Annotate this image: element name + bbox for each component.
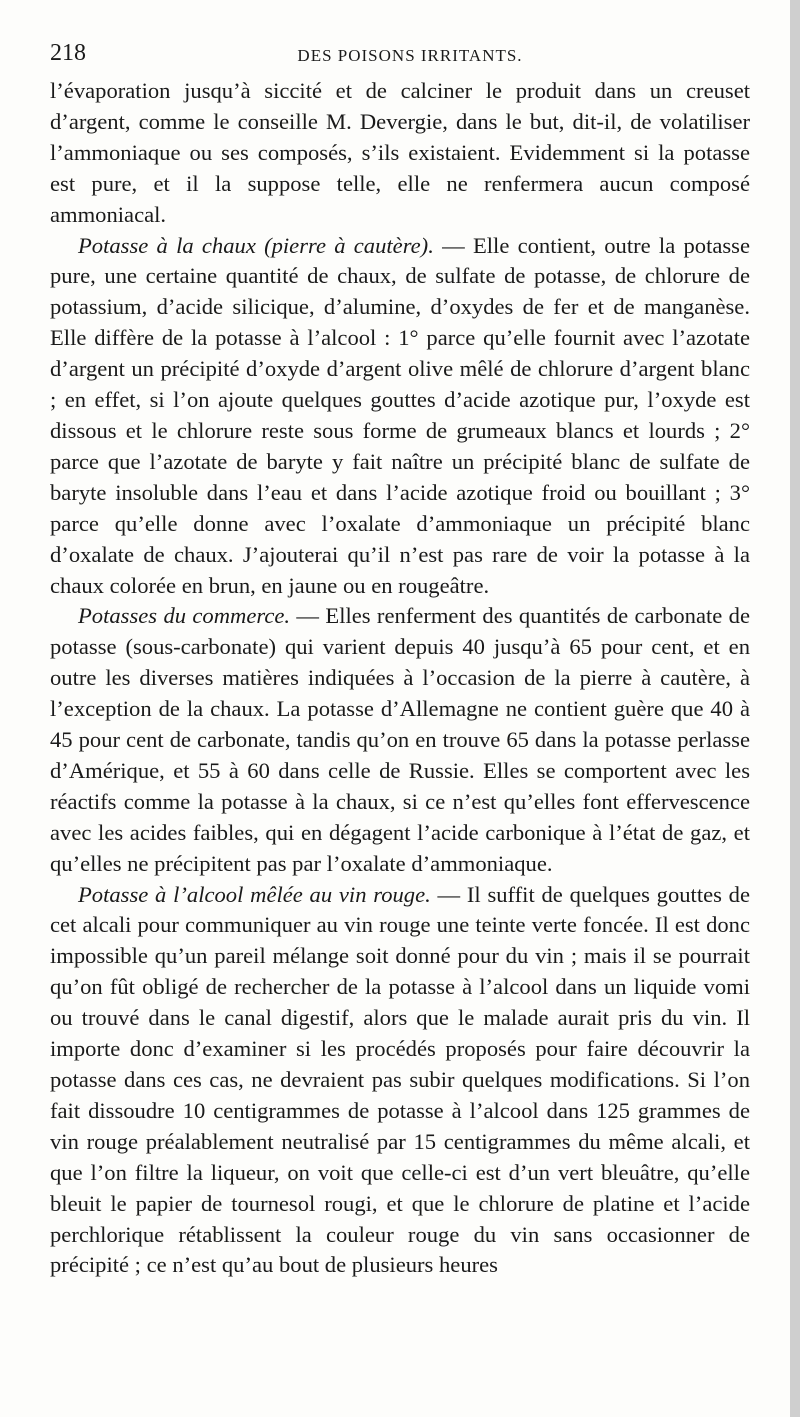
paragraph-4-text: — Il suffit de quelques gouttes de cet alcali pour communiquer au vin rouge une teinte verte foncée. Il est donc impossible qu’un pareil mélange soit donné pour du vin ; mais il se pourrait qu’on fût obligé de rechercher de la potasse à l’alcool dans un liquide vomi ou trouvé dans le canal digestif, alors que le malade aurait pris du vin. Il importe donc d’examiner si les procédés proposés pour faire découvrir la potasse dans ces cas, ne devraient pas subir quelques modifications. Si l’on fait dissoudre 10 centigrammes de potasse à l’alcool dans 125 grammes de vin rouge préalablement neutralisé par 15 centigrammes du même alcali, et que l’on filtre la liqueur, on voit que celle-ci est d’un vert bleuâtre, qu’elle bleuit le papier de tournesol rougi, et que le chlorure de platine et l’acide perchlorique rétablissent la couleur rouge du vin sans occasionner de précipité ; ce n’est qu’au bout de plusieurs heures <box>50 881 750 1278</box>
paragraph-2-text: — Elle contient, outre la potasse pure, une certaine quantité de chaux, de sulfate de potasse, de chlorure de potassium, d’acide silicique, d’alumine, d’oxydes de fer et de manganèse. Elle diffère de la potasse à l’alcool : 1° parce qu’elle fournit avec l’azotate d’argent un précipité d’oxyde d’argent olive mêlé de chlorure d’argent blanc ; en effet, si l’on ajoute quelques gouttes d’acide azotique pur, l’oxyde est dissous et le chlorure reste sous forme de grumeaux blancs et lourds ; 2° parce que l’azotate de baryte y fait naître un précipité blanc de sulfate de baryte insoluble dans l’eau et dans l’acide azotique froid ou bouillant ; 3° parce qu’elle donne avec l’oxalate d’ammoniaque un précipité blanc d’oxalate de chaux. J’ajouterai qu’il n’est pas rare de voir la potasse à la chaux colorée en brun, en jaune ou en rougeâtre. <box>50 232 750 598</box>
paragraph-2-heading: Potasse à la chaux (pierre à cautère). <box>78 232 434 258</box>
page-body <box>50 76 750 1281</box>
running-title: DES POISONS IRRITANTS. <box>297 46 523 65</box>
paragraph-3-heading: Potasses du commerce. <box>78 603 291 629</box>
paragraph-1-text: l’évaporation jusqu’à siccité et de calciner le produit dans un creuset d’argent, comme le conseille M. Devergie, dans le but, dit-il, de volatiliser l’ammoniaque ou ses composés, s’ils existaient. Evidemment si la potasse est pure, et il la suppose telle, elle ne renfermera aucun composé ammoniacal. <box>50 78 750 227</box>
paragraph-3-text: — Elles renferment des quantités de carbonate de potasse (sous-carbonate) qui varient depuis 40 jusqu’à 65 pour cent, et en outre les diverses matières indiquées à l’occasion de la pierre à cautère, à l’exception de la chaux. La potasse d’Allemagne ne contient guère que 40 à 45 pour cent de carbonate, tandis qu’on en trouve 65 dans la potasse perlasse d’Amérique, et 55 à 60 dans celle de Russie. Elles se comportent avec les réactifs comme la potasse à la chaux, si ce n’est qu’elles font effervescence avec les acides faibles, qui en dégagent l’acide carbonique à l’état de gaz, et qu’elles ne précipitent pas par l’oxalate d’ammoniaque. <box>50 603 751 876</box>
paragraph-2 <box>50 231 750 602</box>
paragraph-4 <box>50 880 750 1282</box>
paragraph-4-heading: Potasse à l’alcool mêlée au vin rouge. <box>78 881 431 907</box>
page-header <box>50 40 730 74</box>
paragraph-3 <box>50 601 750 879</box>
page-number: 218 <box>50 40 86 66</box>
paragraph-1 <box>50 76 750 231</box>
